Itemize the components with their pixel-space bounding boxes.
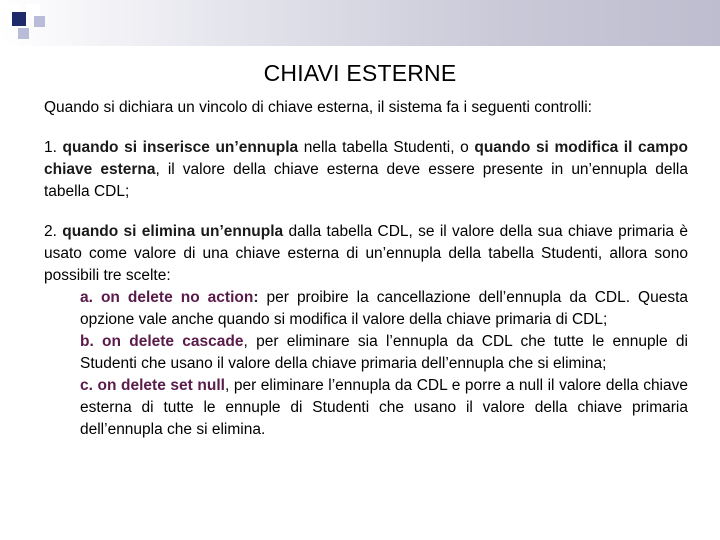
- option-b: [44, 331, 688, 375]
- option-c-keyword: on delete set null: [97, 377, 225, 394]
- slide-title: CHIAVI ESTERNE: [263, 60, 457, 86]
- option-c-prefix: c.: [80, 377, 98, 394]
- p2-text-1: dalla tabella CDL, se il valore della sua chiave primaria è usato come valore di una chiave esterna di un’ennupla della tabella Studenti, allora sono possibili tre scelte:: [44, 223, 688, 284]
- p1-bold-insert: quando si inserisce un’ennupla: [62, 139, 299, 156]
- option-a-sep: :: [253, 289, 267, 306]
- decor-square-lavender-1: [34, 16, 45, 27]
- decor-square-navy: [12, 12, 26, 26]
- header-gradient-bar: [0, 0, 720, 46]
- option-b-prefix: b.: [80, 333, 103, 350]
- decor-square-lavender-2: [18, 28, 29, 39]
- option-a: [44, 287, 688, 331]
- p1-text-2: , il valore della chiave esterna deve essere presente in un’ennupla della tabella CDL;: [44, 161, 688, 200]
- p1-text-1: nella tabella Studenti, o: [298, 139, 475, 156]
- p1-bold-modify: quando si modifica il campo chiave esterna: [44, 139, 688, 178]
- option-a-text: per proibire la cancellazione dell’ennupla da CDL. Questa opzione vale anche quando si modifica il valore della chiave primaria di CDL;: [80, 289, 689, 328]
- slide-body: [44, 97, 688, 441]
- paragraph-1: [44, 137, 688, 203]
- option-a-keyword: on delete no action: [100, 289, 254, 306]
- intro-text: Quando si dichiara un vincolo di chiave esterna, il sistema fa i seguenti controlli:: [44, 99, 592, 116]
- option-b-sep: ,: [243, 333, 257, 350]
- p2-number: 2.: [44, 223, 57, 240]
- option-c: [44, 375, 688, 441]
- option-c-sep: ,: [224, 377, 234, 394]
- p2-bold-delete: quando si elimina un’ennupla: [62, 223, 284, 240]
- option-a-prefix: a.: [80, 289, 101, 306]
- p1-number: 1.: [44, 139, 57, 156]
- option-b-keyword: on delete cascade: [102, 333, 244, 350]
- option-b-text: per eliminare sia l’ennupla da CDL che tutte le ennuple di Studenti che usano il valore della chiave primaria dell’ennupla che si elimina;: [80, 333, 688, 372]
- option-c-text: per eliminare l’ennupla da CDL e porre a null il valore della chiave esterna di tutte le ennuple di Studenti che usano il valore della chiave primaria dell’ennupla che si elimina.: [80, 377, 688, 438]
- paragraph-2: [44, 221, 688, 287]
